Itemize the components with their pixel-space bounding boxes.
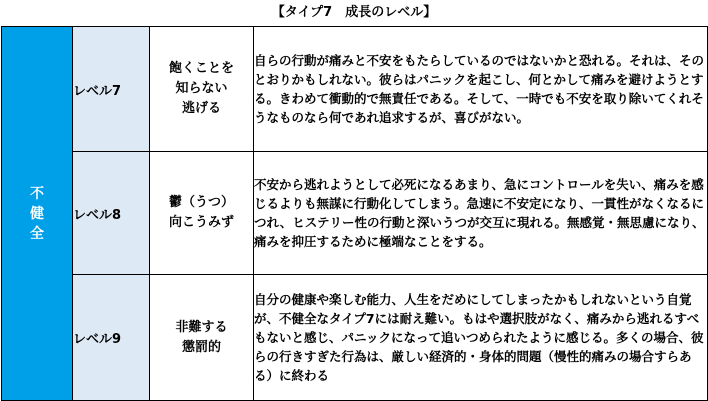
level-description: 自分の健康や楽しむ能力、人生をだめにしてしまったかもしれないという自覚が、不健全なタイプ7には耐え難い。もはや選択肢がなく、痛みから逃れるすべもないと感じ、パニックになって追いつめられたように感じる。多くの場合、彼らの行きすぎた行為は、厳しい経済的・身体的問題（慢性的痛みの場合すらある）に終わる	[254, 275, 708, 401]
level-description: 不安から逃れようとして必死になるあまり、急にコントロールを失い、痛みを感じるよりも無謀に行動化してしまう。急速に不安定になり、一貫性がなくなるにつれ、ヒステリー性の行動と深いうつが交互に現れる。無感覚・無思慮になり、痛みを抑圧するために極端なことをする。	[254, 152, 708, 275]
category-char: 不	[30, 185, 44, 202]
page-title: 【タイプ7 成長のレベル】	[271, 5, 437, 20]
category-char: 健	[30, 205, 44, 222]
level-name-line: 飽くことを	[168, 61, 234, 76]
level-name-line: 知らない	[175, 81, 228, 96]
category-char: 全	[30, 225, 44, 242]
level-name-line: 逃げる	[181, 101, 221, 116]
level-name-line: 非難する	[175, 319, 228, 335]
level-label: レベル9	[73, 275, 150, 401]
level-name-line: 鬱（うつ）	[168, 195, 234, 210]
level-name	[150, 27, 254, 152]
level-name	[150, 275, 254, 401]
table-row	[2, 152, 708, 275]
level-name-line: 懲罰的	[181, 339, 221, 355]
growth-levels-table	[1, 26, 708, 401]
level-label: レベル8	[73, 152, 150, 275]
category-cell-unhealthy	[2, 27, 73, 401]
level-description: 自らの行動が痛みと不安をもたらしているのではないかと恐れる。それは、そのとおりかもしれない。彼らはパニックを起こし、何とかして痛みを避けようとする。きわめて衝動的で無責任である。そして、一時でも不安を取り除いてくれそうなものなら何であれ追求するが、喜びがない。	[254, 27, 708, 152]
table-row	[2, 27, 708, 152]
table-row	[2, 275, 708, 401]
level-name-line: 向こうみず	[168, 215, 234, 230]
level-label: レベル7	[73, 27, 150, 152]
level-name	[150, 152, 254, 275]
